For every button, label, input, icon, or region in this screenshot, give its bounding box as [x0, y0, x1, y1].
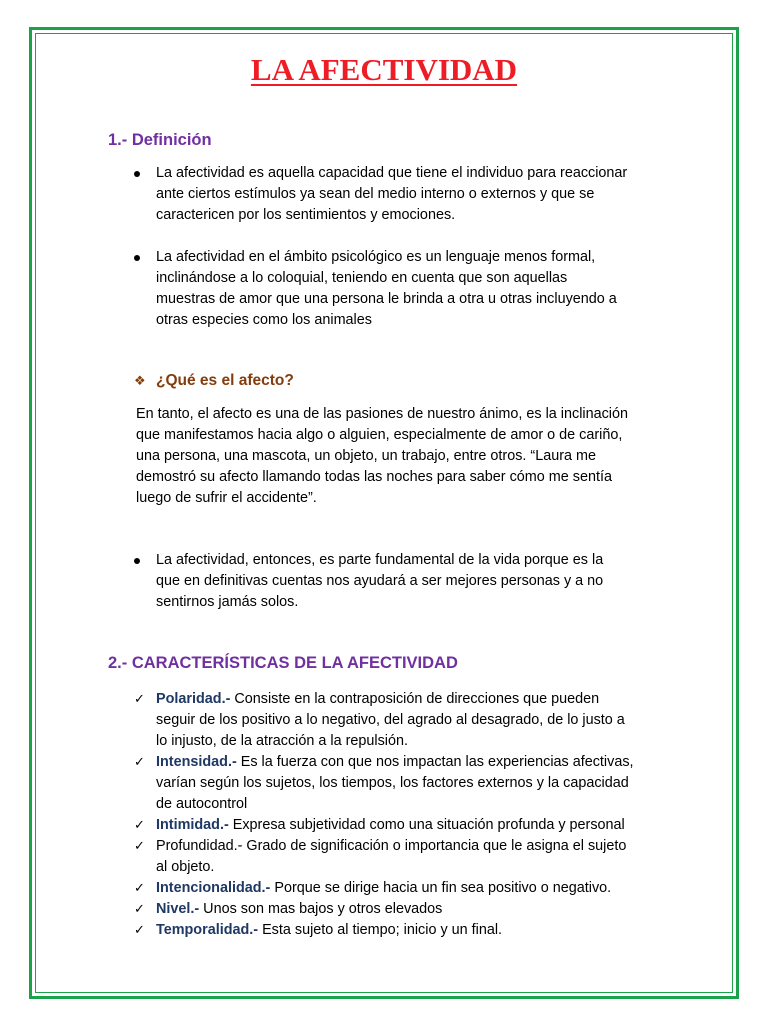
text-line: al objeto.: [156, 859, 215, 875]
text-line: varían según los sujetos, los tiempos, los factores externos y la capacidad: [156, 775, 629, 791]
text-line: Porque se dirige hacia un fin sea positivo o negativo.: [270, 880, 612, 896]
text-line: La afectividad en el ámbito psicológico es un lenguaje menos formal,: [156, 249, 596, 265]
check-icon: ✓: [134, 818, 145, 833]
text-line: Expresa subjetividad como una situación profunda y personal: [228, 817, 625, 833]
affect-paragraph: [136, 404, 628, 509]
characteristic-nivel: [134, 899, 634, 920]
text-line: que en definitivas cuentas nos ayudará a ser mejores personas y a no: [156, 573, 604, 589]
text-line: otras especies como los animales: [156, 312, 372, 328]
text-line: ante ciertos estímulos ya sean del medio interno o externos y que se: [156, 186, 595, 202]
term-label: Nivel.-: [156, 901, 200, 917]
final-bullet: [156, 550, 603, 613]
term-label: Intencionalidad.-: [156, 880, 271, 896]
section-1-heading: 1.- Definición: [108, 131, 212, 149]
check-icon: ✓: [134, 881, 145, 896]
text-line: La afectividad es aquella capacidad que tiene el individuo para reaccionar: [156, 165, 628, 181]
document-title: LA AFECTIVIDAD: [250, 52, 518, 87]
diamond-bullet-icon: ❖: [134, 373, 146, 388]
affect-heading: [134, 372, 294, 390]
text-line: Consiste en la contraposición de direcciones que pueden: [230, 691, 600, 707]
text-line: En tanto, el afecto es una de las pasiones de nuestro ánimo, es la inclinación: [136, 406, 628, 422]
text-line: que manifestamos hacia algo o alguien, especialmente de amor o de cariño,: [136, 427, 623, 443]
text-line: La afectividad, entonces, es parte fundamental de la vida porque es la: [156, 552, 604, 568]
characteristics-list: [134, 689, 634, 941]
characteristic-polaridad: [134, 689, 634, 752]
characteristic-temporalidad: [134, 920, 634, 941]
text-line: Es la fuerza con que nos impactan las experiencias afectivas,: [236, 754, 634, 770]
term-label: Intensidad.-: [156, 754, 237, 770]
text-line: Esta sujeto al tiempo; inicio y un final.: [258, 922, 503, 938]
text-line: Unos son mas bajos y otros elevados: [199, 901, 443, 917]
definition-bullet-2: [156, 247, 617, 331]
check-icon: ✓: [134, 755, 145, 770]
text-line: muestras de amor que una persona le brinda a otra u otras incluyendo a: [156, 291, 617, 307]
text-line: demostró su afecto llamando todas las noches para saber cómo me sentía: [136, 469, 612, 485]
characteristic-intensidad: [134, 752, 634, 815]
characteristic-profundidad: [134, 836, 634, 878]
term-label: Intimidad.-: [156, 817, 229, 833]
text-line: lo injusto, de la atracción a la repulsión.: [156, 733, 408, 749]
text-line: sentirnos jamás solos.: [156, 594, 299, 610]
bullet-dot: [134, 255, 140, 261]
text-line: una persona, una mascota, un objeto, un trabajo, entre otros. “Laura me: [136, 448, 596, 464]
definition-bullet-1: [156, 163, 627, 226]
text-line: luego de sufrir el accidente”.: [136, 490, 317, 506]
term-label: Polaridad.-: [156, 691, 231, 707]
text-line: caractericen por los sentimientos y emociones.: [156, 207, 456, 223]
affect-heading-text: ¿Qué es el afecto?: [156, 372, 294, 389]
text-line: de autocontrol: [156, 796, 248, 812]
check-icon: ✓: [134, 902, 145, 917]
text-line: seguir de los positivo a lo negativo, del agrado al desagrado, de lo justo a: [156, 712, 625, 728]
bullet-dot: [134, 171, 140, 177]
text-line: inclinándose a lo coloquial, teniendo en cuenta que son aquellas: [156, 270, 568, 286]
characteristic-intencionalidad: [134, 878, 634, 899]
check-icon: ✓: [134, 839, 145, 854]
check-icon: ✓: [134, 923, 145, 938]
text-line: Profundidad.- Grado de significación o importancia que le asigna el sujeto: [156, 838, 627, 854]
section-2-heading: 2.- CARACTERÍSTICAS DE LA AFECTIVIDAD: [108, 654, 458, 672]
check-icon: ✓: [134, 692, 145, 707]
term-label: Temporalidad.-: [156, 922, 259, 938]
characteristic-intimidad: [134, 815, 634, 836]
bullet-dot: [134, 558, 140, 564]
